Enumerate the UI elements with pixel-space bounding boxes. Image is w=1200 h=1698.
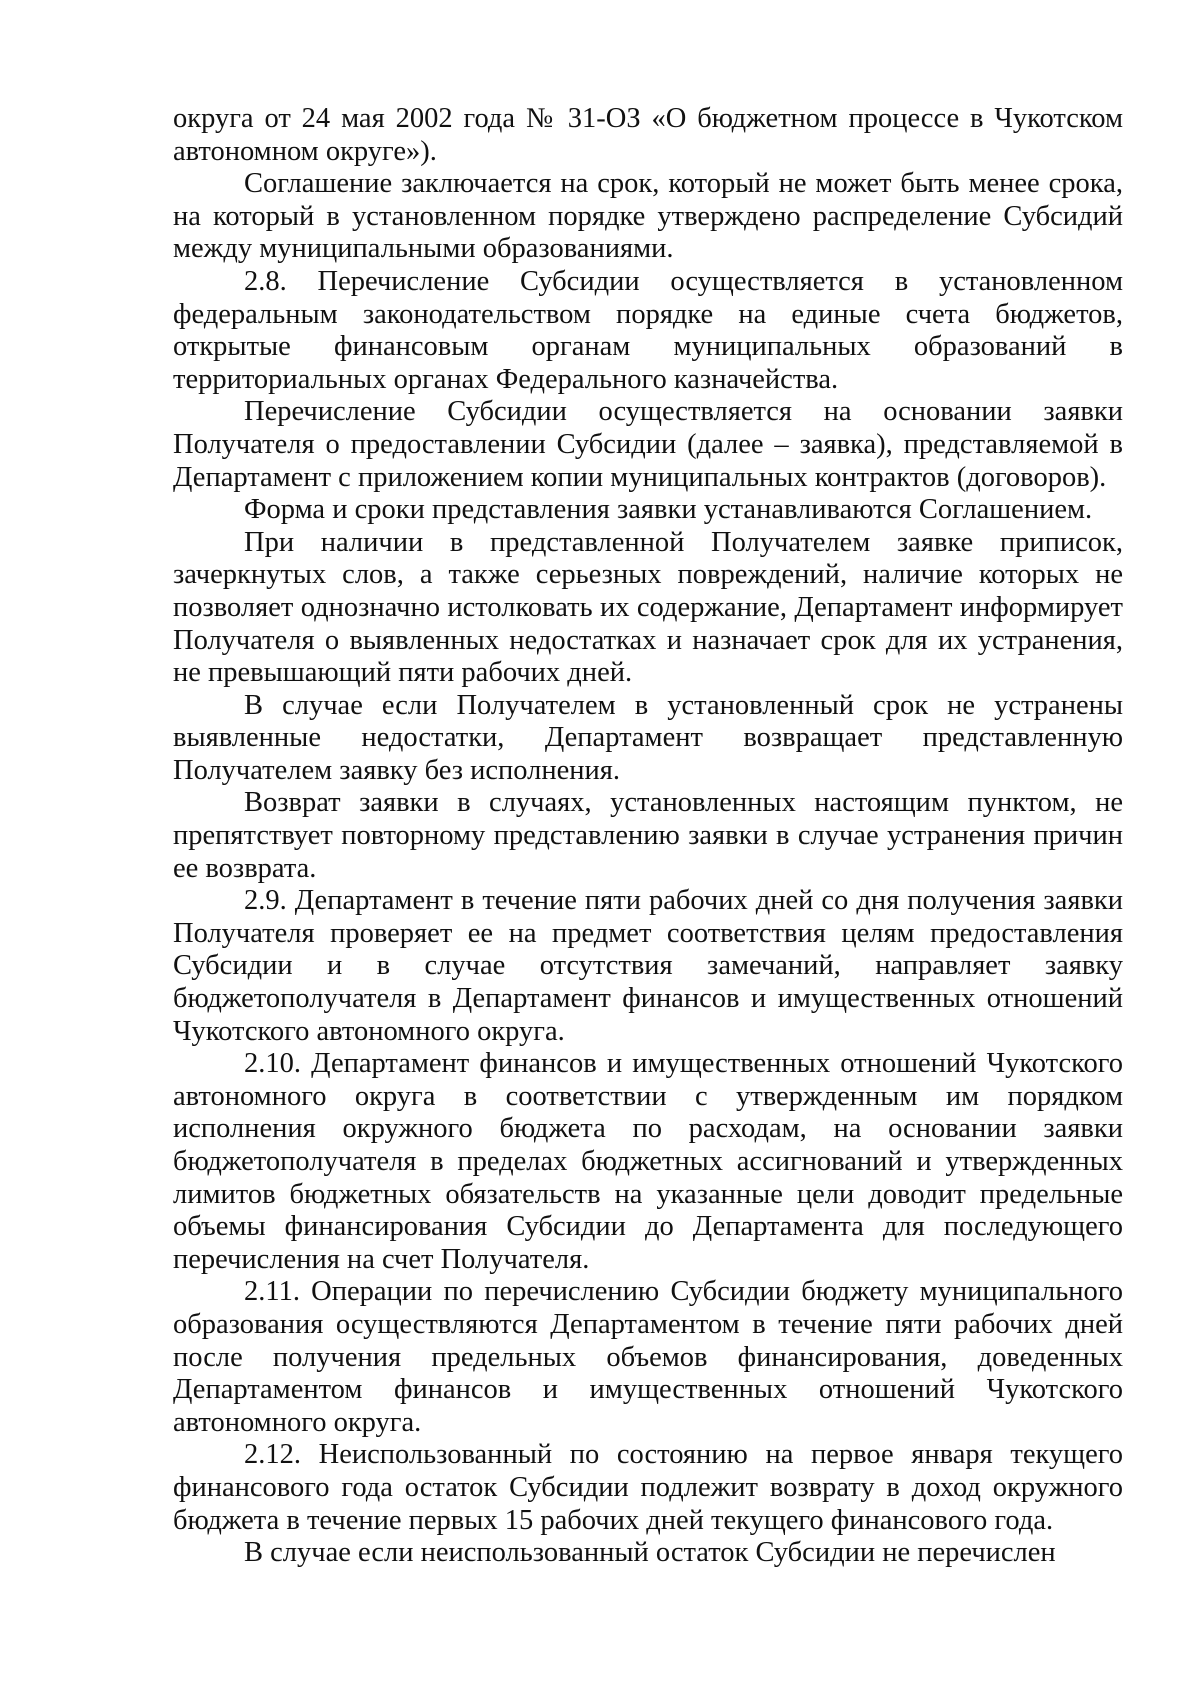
paragraph-unused-balance: В случае если неиспользованный остаток Субсидии не перечислен [244,1537,1056,1569]
paragraph-agreement-term: Соглашение заключается на срок, который не может быть менее срока, на который в установленном порядке утверждено распределение Субсидий между муниципальными образованиями. [173,168,1123,265]
paragraph-2-10: 2.10. Департамент финансов и имущественных отношений Чукотского автономного округа в соответствии с утвержденным им порядком исполнения окружного бюджета по расходам, на основании заявки бюджетополучателя в пределах бюджетных ассигнований и утвержденных лимитов бюджетных обязательств на указанные цели доводит предельные объемы финансирования Субсидии до Департамента для последующего перечисления на счет Получателя. [173,1048,1123,1275]
paragraph-continuation: округа от 24 мая 2002 года № 31-ОЗ «О бюджетном процессе в Чукотском автономном округе»). [173,103,1123,167]
document-page [173,103,1123,1570]
paragraph-resubmission: Возврат заявки в случаях, установленных настоящим пунктом, не препятствует повторному представлению заявки в случае устранения причин ее возврата. [173,787,1123,884]
paragraph-2-8: 2.8. Перечисление Субсидии осуществляется в установленном федеральным законодательством порядке на единые счета бюджетов, открытые финансовым органам муниципальных образований в территориальных органах Федерального казначейства. [173,265,1123,395]
paragraph-application-return: В случае если Получателем в установленный срок не устранены выявленные недостатки, Департамент возвращает представленную Получателем заявку без исполнения. [173,689,1123,786]
paragraph-application-form: Форма и сроки представления заявки устанавливаются Соглашением. [244,494,1093,526]
paragraph-2-11: 2.11. Операции по перечислению Субсидии бюджету муниципального образования осуществляются Департаментом в течение пяти рабочих дней после получения предельных объемов финансирования, доведенных Департаментом финансов и имущественных отношений Чукотского автономного округа. [173,1276,1123,1438]
paragraph-2-12: 2.12. Неиспользованный по состоянию на первое января текущего финансового года остаток Субсидии подлежит возврату в доход окружного бюджета в течение первых 15 рабочих дней текущего финансового года. [173,1439,1123,1536]
paragraph-2-9: 2.9. Департамент в течение пяти рабочих дней со дня получения заявки Получателя проверяет ее на предмет соответствия целям предоставления Субсидии и в случае отсутствия замечаний, направляет заявку бюджетополучателя в Департамент финансов и имущественных отношений Чукотского автономного округа. [173,885,1123,1047]
paragraph-transfer-basis: Перечисление Субсидии осуществляется на основании заявки Получателя о предоставлении Субсидии (далее – заявка), представляемой в Департамент с приложением копии муниципальных контрактов (договоров). [173,396,1123,493]
paragraph-application-defects: При наличии в представленной Получателем заявке приписок, зачеркнутых слов, а также серьезных повреждений, наличие которых не позволяет однозначно истолковать их содержание, Департамент информирует Получателя о выявленных недостатках и назначает срок для их устранения, не превышающий пяти рабочих дней. [173,526,1123,689]
